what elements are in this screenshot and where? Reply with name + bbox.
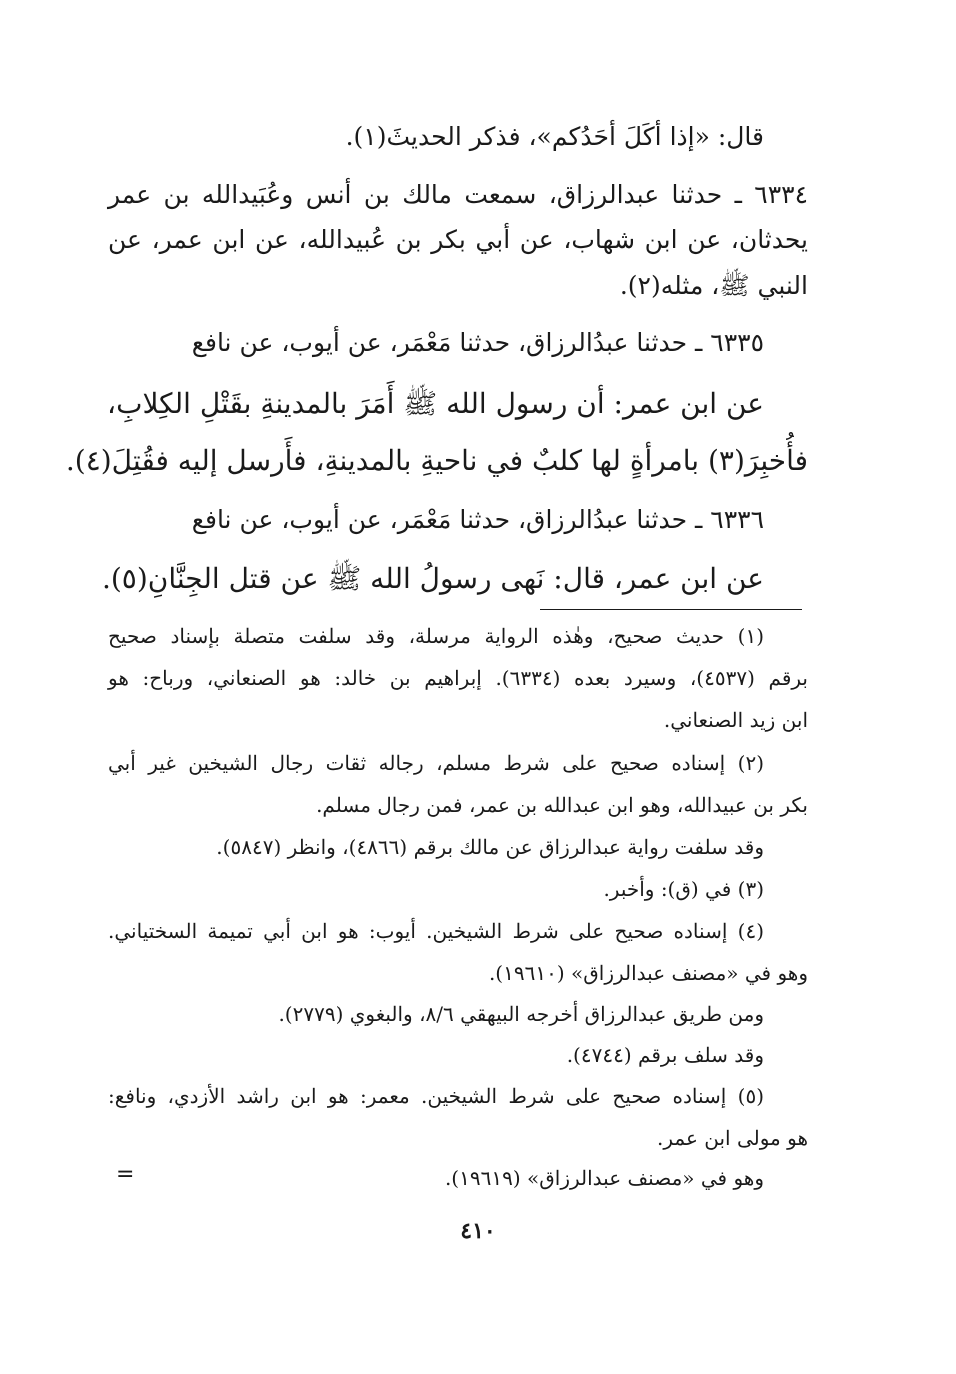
footnote-2-line-3: وقد سلفت رواية عبدالرزاق عن مالك برقم (٤٨٦٦)، وانظر (٥٨٤٧). bbox=[216, 835, 764, 859]
hadith-6335-line-1: ٦٣٣٥ ـ حدثنا عبدُالرزاق، حدثنا مَعْمَر، عن أيوب، عن نافع bbox=[191, 328, 764, 357]
hadith-6334-line-3: النبي ﷺ، مثله(٢). bbox=[619, 271, 808, 300]
footnote-5-line-3: وهو في «مصنف عبدالرزاق» (١٩٦١٩). bbox=[444, 1166, 764, 1190]
footnote-2-line-2: بكر بن عبيدالله، وهو ابن عبدالله بن عمر، فمن رجال مسلم. bbox=[316, 793, 808, 817]
footnote-1-line-3: ابن زيد الصنعاني. bbox=[663, 708, 808, 732]
hadith-6334-line-2: يحدثان، عن ابن شهاب، عن أبي بكر بن عُبيدالله، عن ابن عمر، عن bbox=[108, 225, 808, 254]
footnote-1-line-1: (١) حديث صحيح، وهٰذه الرواية مرسلة، وقد سلفت متصلة بإسناد صحيح bbox=[108, 624, 764, 648]
hadith-6336-line-1: ٦٣٣٦ ـ حدثنا عبدُالرزاق، حدثنا مَعْمَر، عن أيوب، عن نافع bbox=[191, 505, 764, 534]
footnote-4-line-1: (٤) إسناده صحيح على شرط الشيخين. أيوب: هو ابن أبي تميمة السختياني. bbox=[108, 919, 764, 943]
page-number: ٤١٠ bbox=[460, 1218, 496, 1244]
hadith-6335-line-2: عن ابن عمر: أن رسول الله ﷺ أَمَرَ بالمدينةِ بقَتْلِ الكِلابِ، bbox=[107, 387, 764, 420]
footnote-5-line-1: (٥) إسناده صحيح على شرط الشيخين. معمر: هو ابن راشد الأزدي، ونافع: bbox=[108, 1084, 764, 1108]
continuation-mark: = bbox=[116, 1162, 135, 1187]
footnote-3: (٣) في (ق): وأخبر. bbox=[603, 877, 764, 901]
footnote-5-line-2: هو مولى ابن عمر. bbox=[657, 1126, 808, 1150]
main-text-line: قال: «إذا أكَلَ أحَدُكم»، فذكر الحديثَ(١). bbox=[345, 122, 764, 151]
footnote-4-line-3: ومن طريق عبدالرزاق أخرجه البيهقي ٨/٦، والبغوي (٢٧٧٩). bbox=[278, 1002, 764, 1026]
footnote-2-line-1: (٢) إسناده صحيح على شرط مسلم، رجاله ثقات رجال الشيخين غير أبي bbox=[108, 751, 764, 775]
footnote-divider bbox=[540, 609, 802, 610]
hadith-6336-line-2: عن ابن عمر، قال: نَهى رسولُ الله ﷺ عن قتل الجِنَّانِ(٥). bbox=[101, 562, 764, 595]
hadith-6335-line-3: فأُخبِرَ(٣) بامرأةٍ لها كلبٌ في ناحيةِ بالمدينةِ، فأَرسل إليه فقُتِلَ(٤). bbox=[65, 444, 808, 477]
hadith-6334-line-1: ٦٣٣٤ ـ حدثنا عبدالرزاق، سمعت مالك بن أنس وعُبَيدالله بن عمر bbox=[108, 180, 808, 209]
footnote-4-line-2: وهو في «مصنف عبدالرزاق» (١٩٦١٠). bbox=[488, 961, 808, 985]
footnote-1-line-2: برقم (٤٥٣٧)، وسيرد بعده (٦٣٣٤). إبراهيم بن خالد: هو الصنعاني، ورباح: هو bbox=[108, 666, 808, 690]
footnote-4-line-4: وقد سلف برقم (٤٧٤٤). bbox=[566, 1043, 764, 1067]
